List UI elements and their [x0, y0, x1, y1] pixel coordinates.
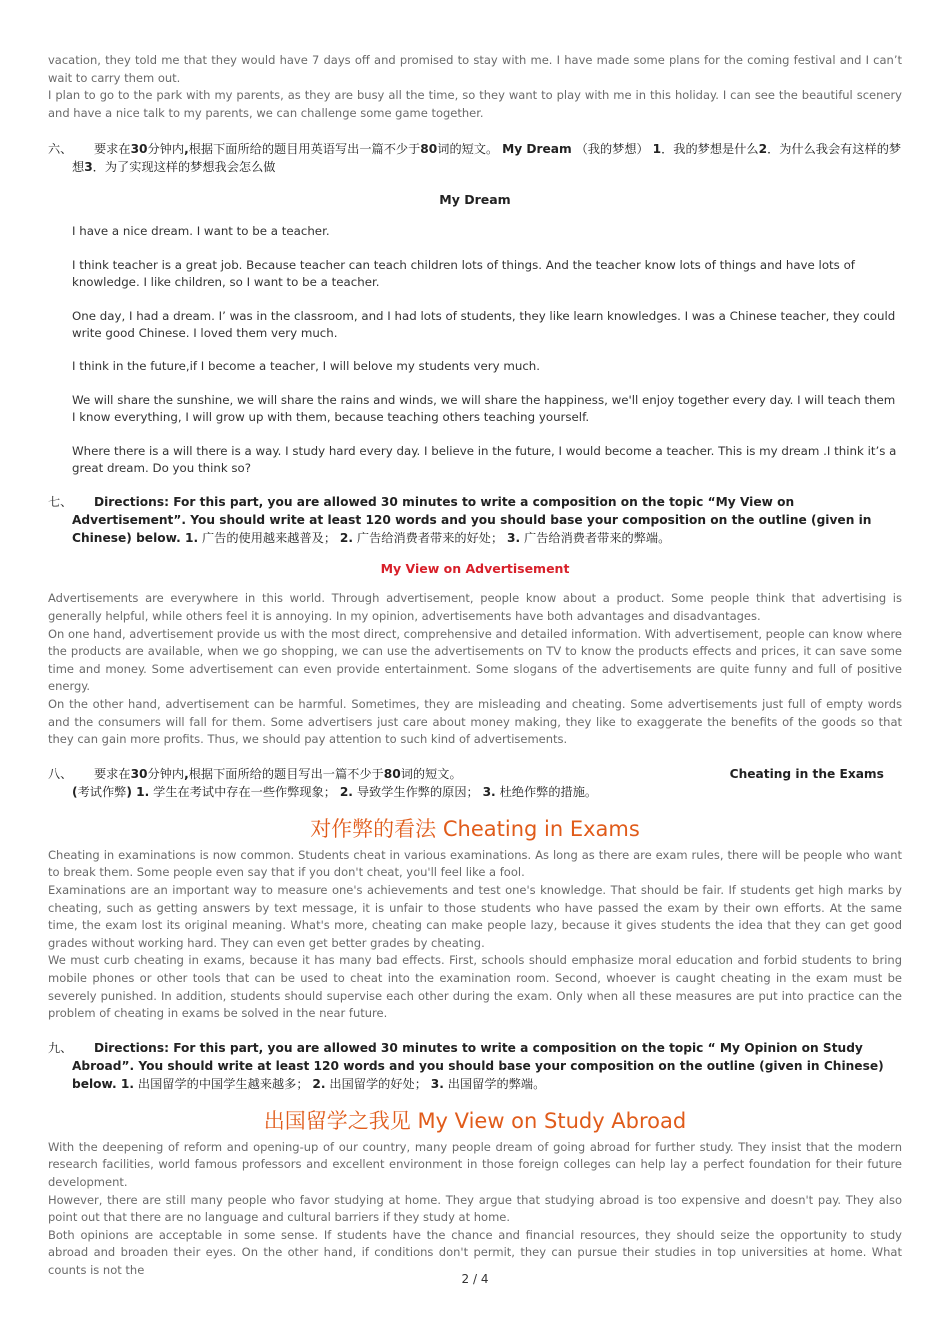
essay-paragraph: On the other hand, advertisement can be harmful. Sometimes, they are misleading and cheating. Some advertisements just full of empty words and the consumers will fall for them. Some advertisers just care about money making, they like to exaggerate the benefits of the goods so that they can gain more profits. Thus, we should pay attention to such kind of advertisements.	[48, 697, 902, 747]
essay-paragraph: I think in the future,if I become a teacher, I will belove my students very much.	[72, 359, 541, 374]
document-page	[48, 52, 902, 1279]
question-number: 七、	[48, 495, 73, 510]
essay-title-advertisement: My View on Advertisement	[380, 561, 570, 577]
essay-title-study-abroad: 出国留学之我见 My View on Study Abroad	[263, 1108, 687, 1133]
essay-paragraph: We will share the sunshine, we will share the rains and winds, we will share the happiness, we'll enjoy together every day. I will teach them I know everything, I will grow up with them, because teaching others teaching yourself.	[72, 392, 896, 425]
essay-paragraph: We must curb cheating in exams, because it has many bad effects. First, schools should emphasize moral education and forbid students to bring mobile phones or other tools that can be used to cheat into the examination room. Second, whoever is caught cheating in the exam must be severely punished. In addition, students should supervise each other during the exam. Only when all these measures are put into practice can the problem of cheating in exams be solved in the near future.	[48, 953, 902, 1021]
intro-paragraph: vacation, they told me that they would have 7 days off and promised to stay with me. I have made some plans for the coming festival and I can’t wait to carry them out.	[48, 53, 902, 85]
question-number: 九、	[48, 1040, 73, 1055]
question-number: 八、	[48, 766, 73, 781]
essay-paragraph: Cheating in examinations is now common. Students cheat in various examinations. As long as there are exam rules, there will be people who want to break them. Some people even say that if you don't cheat, you'll feel like a fool.	[48, 847, 902, 880]
intro-paragraph: I plan to go to the park with my parents, as they are busy all the time, so they want to play with me in this holiday. I can see the beautiful scenery and have a nice talk to my parents, we can challenge some game together.	[48, 88, 902, 120]
question-number: 六、	[48, 142, 73, 157]
question-seven: 七、 Directions: For this part, you are allowed 30 minutes to write a composition on the topic “My View on Advertisement”. You should write at least 120 words and you should base your composition on the outline (given in Chinese) below. 1. 广告的使用越来越普及； 2. 广告给消费者带来的好处； 3. 广告给消费者带来的弊端。	[48, 495, 872, 546]
essay-paragraph: However, there are still many people who favor studying at home. They argue that studying abroad is too expensive and doesn't pay. They also point out that there are no language and cultural barriers if they study at home.	[48, 1192, 902, 1225]
question-nine: 九、 Directions: For this part, you are allowed 30 minutes to write a composition on the topic “ My Opinion on Study Abroad”. You should write at least 120 words and you should base your composition on the outline (given in Chinese) below. 1. 出国留学的中国学生越来越多； 2. 出国留学的好处； 3. 出国留学的弊端。	[48, 1040, 884, 1091]
essay-paragraph: Examinations are an important way to measure one's achievements and test one's knowledge. That should be fair. If students get high marks by cheating, such as getting answers by text message, it is unfair to those students who have passed the exam by their own efforts. At the same time, the exam lost its original meaning. What's more, cheating can make people lazy, because it gives students the idea that they can get good grades without working hard. They can even get better grades by cheating.	[48, 882, 902, 950]
page-number: 2 / 4	[461, 1272, 489, 1286]
essay-paragraph: Advertisements are everywhere in this world. Through advertisement, people know about a product. Some people think that advertising is generally helpful, while others feel it is annoying. In my opinion, advertisements have both advantages and disadvantages.	[48, 591, 902, 624]
essay-paragraph: Both opinions are acceptable in some sense. If students have the chance and financial resources, they should seize the opportunity to study abroad and broaden their eyes. On the other hand, if conditions don't permit, they can pursue their studies in top universities at home. What counts is not the	[48, 1227, 902, 1277]
essay-paragraph: With the deepening of reform and opening-up of our country, many people dream of going abroad for further study. They insist that the modern research facilities, world famous professors and excellent environment in those foreign colleges can help lay a perfect foundation for their future development.	[48, 1139, 902, 1189]
essay-paragraph: On one hand, advertisement provide us with the most direct, comprehensive and detailed information. With advertisement, people can know where the products are available, when we go shopping, we can use the advertisements on TV to know the products effects and prices, it can save some time and money. Some advertisement can even provide entertainment. Some slogans of the advertisements are quite funny and full of positive energy.	[48, 626, 902, 694]
question-six: 六、 要求在30分钟内,根据下面所给的题目用英语写出一篇不少于80词的短文。 My Dream （我的梦想） 1．我的梦想是什么2．为什么我会有这样的梦想3．为了实现这样的梦想我会怎么做	[48, 142, 902, 175]
essay-title-my-dream: My Dream	[439, 192, 511, 208]
essay-paragraph: Where there is a will there is a way. I study hard every day. I believe in the future, I would become a teacher. This is my dream .I think it’s a great dream. Do you think so?	[72, 443, 897, 476]
question-eight: 八、 要求在30分钟内,根据下面所给的题目写出一篇不少于80词的短文。 Cheating in the Exams (考试作弊) 1. 学生在考试中存在一些作弊现象； 2. 导致学生作弊的原因； 3. 杜绝作弊的措施。	[48, 766, 884, 799]
essay-title-cheating: 对作弊的看法 Cheating in Exams	[310, 816, 640, 841]
essay-paragraph: One day, I had a dream. I’ was in the classroom, and I had lots of students, they like learn knowledges. I was a Chinese teacher, they could write good Chinese. I loved them very much.	[72, 308, 896, 340]
essay-paragraph: I think teacher is a great job. Because teacher can teach children lots of things. And the teacher know lots of things and have lots of knowledge. I like children, so I want to be a teacher.	[72, 257, 855, 290]
essay-paragraph: I have a nice dream. I want to be a teacher.	[72, 224, 330, 239]
